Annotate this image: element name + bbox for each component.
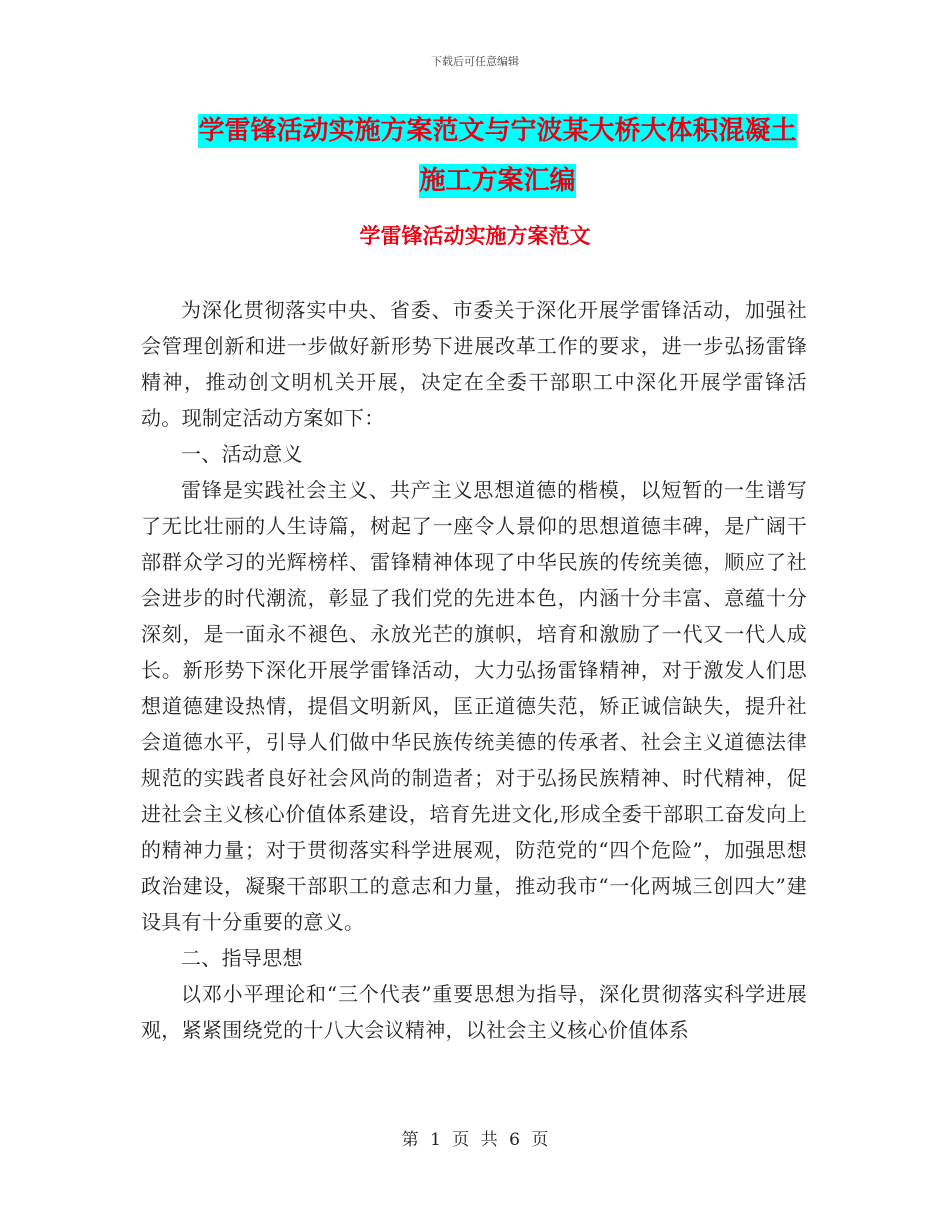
heading-guiding-ideology: 二、指导思想 [181, 946, 303, 970]
document-title [190, 106, 805, 206]
paragraph-significance: 雷锋是实践社会主义、共产主义思想道德的楷模，以短暂的一生谱写了无比壮丽的人生诗篇，树起了一座令人景仰的思想道德丰碑，是广阔干部群众学习的光辉榜样、雷锋精神体现了中华民族的传统美德，顺应了社会进步的时代潮流，彰显了我们党的先进本色，内涵十分丰富、意蕴十分深刻，是一面永不褪色、永放光芒的旗帜，培育和激励了一代又一代人成长。新形势下深化开展学雷锋活动，大力弘扬雷锋精神，对于激发人们思想道德建设热情，提倡文明新风，匡正道德失范，矫正诚信缺失，提升社会道德水平，引导人们做中华民族传统美德的传承者、社会主义道德法律规范的实践者良好社会风尚的制造者；对于弘扬民族精神、时代精神，促进社会主义核心价值体系建设，培育先进文化,形成全委干部职工奋发向上的精神力量；对于贯彻落实科学进展观，防范党的“四个危险”，加强思想政治建设，凝聚干部职工的意志和力量，推动我市“一化两城三创四大”建设具有十分重要的意义。 [141, 478, 807, 934]
section-title: 学雷锋活动实施方案范文 [359, 224, 591, 248]
paragraph-intro: 为深化贯彻落实中央、省委、市委关于深化开展学雷锋活动，加强社会管理创新和进一步做好新形势下进展改革工作的要求，进一步弘扬雷锋精神，推动创文明机关开展，决定在全委干部职工中深化开展学雷锋活动。现制定活动方案如下： [141, 298, 807, 430]
document-title-line-2: 施工方案汇编 [419, 166, 576, 196]
heading-activity-significance: 一、活动意义 [181, 442, 303, 466]
page-number-footer: 第 1 页 共 6 页 [401, 1130, 549, 1150]
paragraph-guiding-ideology: 以邓小平理论和“三个代表”重要思想为指导，深化贯彻落实科学进展观，紧紧围绕党的十八大会议精神，以社会主义核心价值体系 [141, 982, 807, 1042]
document-body [141, 292, 807, 1048]
document-title-line-1: 学雷锋活动实施方案范文与宁波某大桥大体积混凝土 [198, 116, 797, 146]
header-note: 下载后可任意编辑 [431, 55, 519, 68]
